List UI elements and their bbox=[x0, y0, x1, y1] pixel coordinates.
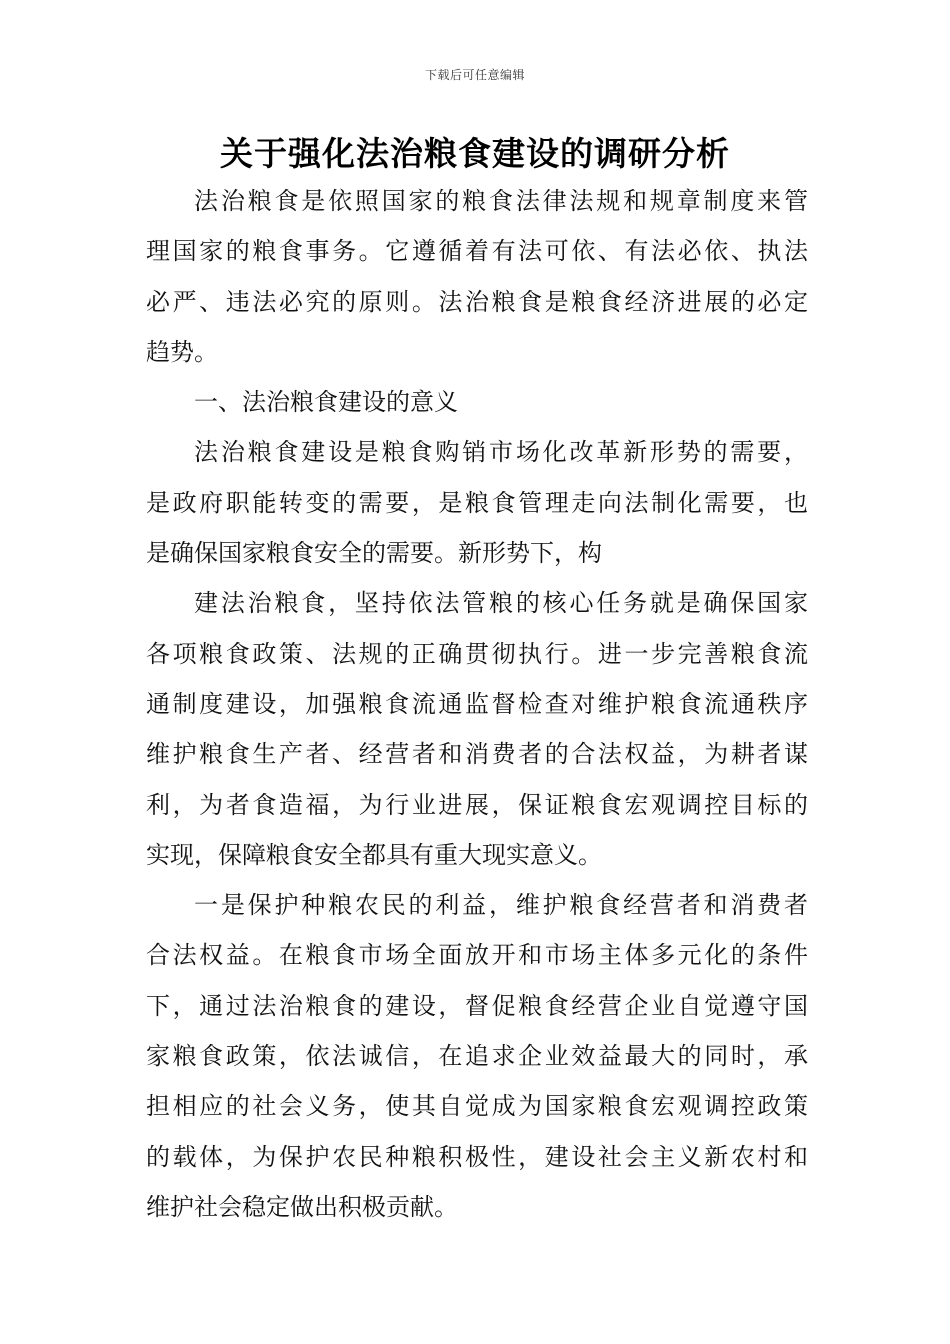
paragraph-line: 通制度建设，加强粮食流通监督检查对维护粮食流通秩序 bbox=[146, 689, 808, 718]
paragraph-line: 建法治粮食，坚持依法管粮的核心任务就是确保国家 bbox=[194, 589, 808, 618]
paragraph-line: 必严、违法必究的原则。法治粮食是粮食经济进展的必定 bbox=[146, 287, 808, 316]
paragraph-line: 趋势。 bbox=[146, 337, 218, 366]
paragraph-line: 家粮食政策，依法诚信，在追求企业效益最大的同时，承 bbox=[146, 1042, 808, 1071]
paragraph-line: 的载体，为保护农民种粮积极性，建设社会主义新农村和 bbox=[146, 1142, 808, 1171]
paragraph-line: 下，通过法治粮食的建设，督促粮食经营企业自觉遵守国 bbox=[146, 991, 808, 1020]
paragraph-line: 利，为者食造福，为行业进展，保证粮食宏观调控目标的 bbox=[146, 790, 808, 819]
paragraph-line: 法治粮食建设是粮食购销市场化改革新形势的需要， bbox=[194, 438, 808, 467]
paragraph-line: 维护粮食生产者、经营者和消费者的合法权益，为耕者谋 bbox=[146, 740, 808, 769]
document-title: 关于强化法治粮食建设的调研分析 bbox=[220, 134, 730, 173]
paragraph-line: 是政府职能转变的需要，是粮食管理走向法制化需要，也 bbox=[146, 488, 808, 517]
paragraph-line: 理国家的粮食事务。它遵循着有法可依、有法必依、执法 bbox=[146, 237, 808, 266]
paragraph-line: 一是保护种粮农民的利益，维护粮食经营者和消费者 bbox=[194, 891, 808, 920]
document-body bbox=[146, 176, 808, 1232]
paragraph-line: 实现，保障粮食安全都具有重大现实意义。 bbox=[146, 840, 602, 869]
paragraph-line: 维护社会稳定做出积极贡献。 bbox=[146, 1192, 458, 1221]
paragraph-line: 各项粮食政策、法规的正确贯彻执行。进一步完善粮食流 bbox=[146, 639, 808, 668]
section-heading: 一、法治粮食建设的意义 bbox=[194, 388, 458, 417]
paragraph-line: 担相应的社会义务，使其自觉成为国家粮食宏观调控政策 bbox=[146, 1092, 808, 1121]
paragraph-line: 是确保国家粮食安全的需要。新形势下，构 bbox=[146, 539, 602, 568]
paragraph-line: 法治粮食是依照国家的粮食法律法规和规章制度来管 bbox=[194, 187, 808, 215]
paragraph-line: 合法权益。在粮食市场全面放开和市场主体多元化的条件 bbox=[146, 941, 808, 970]
page-header: 下载后可任意编辑 bbox=[424, 68, 525, 82]
